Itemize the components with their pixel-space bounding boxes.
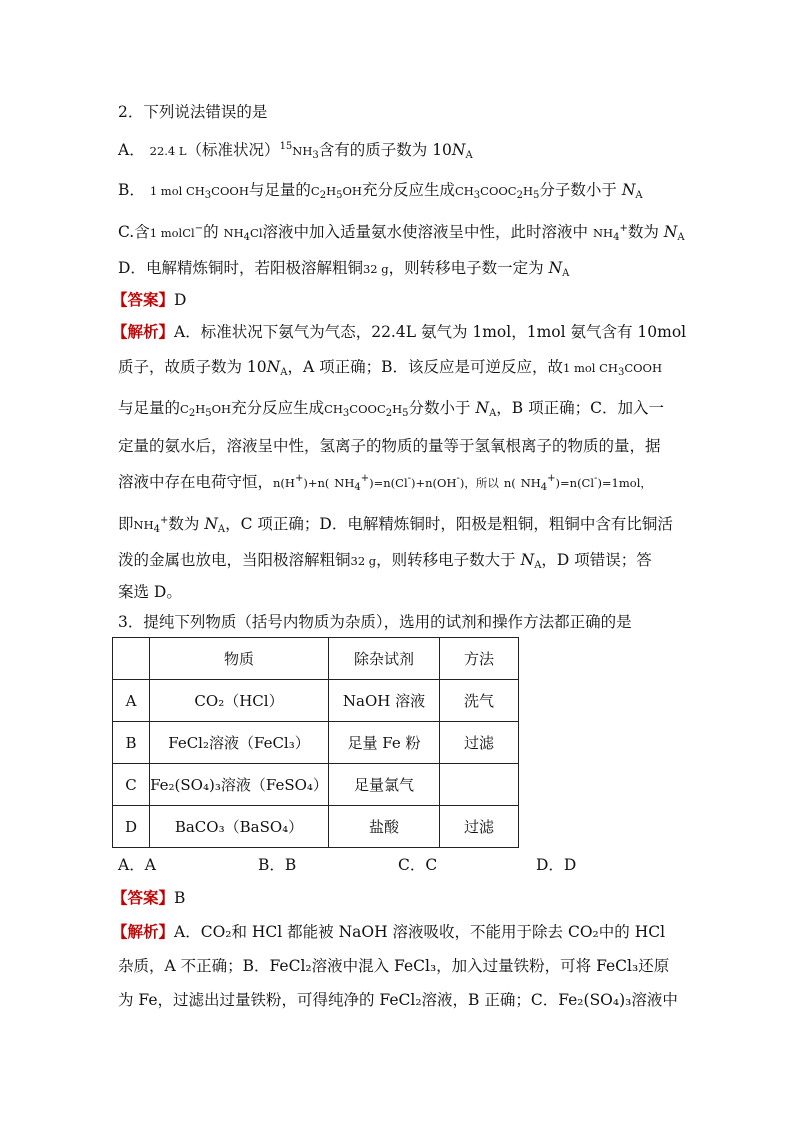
formula: 1 mol CH [149,184,205,198]
superscript: + [547,473,556,484]
avogadro-symbol: N [663,223,678,241]
analysis-text: A．CO₂和 HCl 都能被 NaOH 溶液吸收，不能用于除去 CO₂中的 HCl [174,923,666,941]
subscript: 2 [319,190,327,201]
analysis-tag: 【解析】 [112,923,175,941]
formula: COOH [624,361,662,375]
table-cell: 盐酸 [329,806,440,848]
option-label: A． [118,141,145,159]
avogadro-symbol: N [266,358,281,376]
subscript: 3 [617,367,625,378]
option-text: ，则转移电子数一定为 [388,259,544,277]
superscript: + [619,223,628,234]
table-cell: B [113,722,150,764]
superscript: − [194,223,204,234]
analysis-text: ，则转移电子数大于 [376,551,516,569]
option-text: 含有的质子数为 10 [318,141,452,159]
option-text: 含 [134,223,150,241]
table-cell [440,764,519,806]
q2-analysis-line-3 [118,398,664,419]
subscript: A [465,150,473,161]
answer-value: D [174,291,187,309]
table-cell: D [113,806,150,848]
formula: )，所以 [459,476,499,490]
formula: CH [454,184,474,198]
subscript: 4 [243,232,251,243]
table-header: 方法 [440,638,519,680]
subscript: 5 [336,190,343,201]
table-cell: 过滤 [440,806,519,848]
subscript: 3 [342,408,350,419]
superscript: - [456,473,460,484]
superscript: + [294,473,304,484]
formula: COOC [480,184,517,198]
analysis-text: 充分反应生成 [231,399,325,417]
superscript: - [594,473,598,484]
formula: )+n(OH [411,476,457,490]
q2-option-b [118,180,643,201]
table-cell: 过滤 [440,722,519,764]
table-cell: NaOH 溶液 [329,680,440,722]
subscript: 4 [540,482,548,493]
option-text: 电解精炼铜时，若阳极溶解粗铜 [145,259,363,277]
table-header: 除杂试剂 [329,638,440,680]
answer-value: B [174,889,186,907]
formula: )+n( [303,476,330,490]
subscript: A [489,408,497,419]
formula: NH [133,518,154,532]
formula: NH [223,226,244,240]
table-cell: BaCO₃（BaSO₄） [150,806,329,848]
q3-answer [112,888,185,908]
option-label: C. [118,223,135,241]
option-c: C．C [398,856,438,874]
option-text: 充分反应生成 [361,181,455,199]
q3-analysis-line-1 [112,922,665,942]
q2-analysis-line-4 [118,436,661,456]
avogadro-symbol: N [204,515,218,533]
superscript: 15 [279,141,293,152]
table-cell: C [113,764,150,806]
question-number: 3． [118,613,144,631]
formula: H [195,402,206,416]
option-text: 的 [203,223,219,241]
formula: COOC [349,402,386,416]
q2-analysis-line-6 [118,514,673,535]
formula: n( [503,476,516,490]
subscript: A [217,524,226,535]
avogadro-symbol: N [621,181,636,199]
q2-answer [112,290,186,310]
table-cell: CO₂（HCl） [150,680,329,722]
subscript: A [562,268,570,279]
analysis-text: 定量的氨水后，溶液呈中性，氢离子的物质的量等于氢氧根离子的物质的量，据 [118,437,661,455]
analysis-text: 即 [118,515,134,533]
formula: Cl [250,226,263,240]
table-row [113,764,519,806]
formula: H [392,402,403,416]
q2-analysis-line-8 [118,582,182,602]
option-text: 与足量的 [248,181,311,199]
avogadro-symbol: N [475,399,490,417]
subscript: 4 [153,524,160,535]
analysis-text: ，D 项错误；答 [541,551,652,569]
option-text: 数为 [627,223,659,241]
subscript: 2 [385,408,393,419]
formula: NH [592,226,614,240]
answer-tag: 【答案】 [112,291,175,309]
option-text: 溶液中加入适量氨水使溶液呈中性，此时溶液中 [262,223,589,241]
subscript: A [635,190,643,201]
subscript: 3 [473,190,481,201]
subscript: A [280,367,288,378]
table-row [113,680,519,722]
formula: 1 molCl [149,226,195,240]
table-header [113,638,150,680]
superscript: - [407,473,412,484]
subscript: A [677,232,685,243]
table-cell: 足量 Fe 粉 [329,722,440,764]
analysis-text: 案选 D。 [118,583,182,601]
analysis-text: 溶液中存在电荷守恒， [118,473,274,491]
q2-analysis-line-5 [118,472,652,493]
subscript: 5 [402,408,409,419]
question-number: 2． [118,103,144,121]
q2-option-a [118,140,473,161]
option-text: 22.4 L [149,144,187,158]
table-row [113,722,519,764]
subscript: 5 [533,190,540,201]
subscript: 2 [188,408,196,419]
formula: )=1mol， [597,476,652,490]
table-cell: 洗气 [440,680,519,722]
subscript: 5 [205,408,212,419]
option-label: B． [118,181,145,199]
q3-analysis-line-3: 为 Fe，过滤出过量铁粉，可得纯净的 FeCl₂溶液，B 正确；C．Fe₂(SO₄)₃溶液中 [118,991,678,1009]
analysis-text: 分数小于 [408,399,471,417]
subscript: 4 [354,482,361,493]
analysis-text: 数为 [168,515,200,533]
avogadro-symbol: N [548,259,563,277]
subscript: 3 [312,150,319,161]
analysis-text: ，C 项正确；D．电解精炼铜时，阳极是粗铜，粗铜中含有比铜活 [225,515,673,533]
q3-analysis-line-2: 杂质，A 不正确；B．FeCl₂溶液中混入 FeCl₃，加入过量铁粉，可将 FeCl₃还原 [118,957,670,975]
analysis-text: ，B 项正确；C．加入一 [496,399,664,417]
table-header: 物质 [150,638,329,680]
purification-table [112,637,519,848]
option-text: （标准状况） [186,141,280,159]
formula: C [310,184,320,198]
formula: CH [324,402,343,416]
table-cell: Fe₂(SO₄)₃溶液（FeSO₄） [150,764,329,806]
formula: )=n(Cl [555,476,595,490]
avogadro-symbol: N [520,551,535,569]
q2-analysis-line-7 [118,550,652,571]
q2-stem [118,102,267,122]
formula: n(H [273,476,295,490]
analysis-text: ，A 项正确；B．该反应是可逆反应，故 [287,358,563,376]
subscript: 2 [516,190,523,201]
formula: H [326,184,337,198]
option-d: D．D [536,856,577,874]
superscript: + [159,515,169,526]
formula: NH [292,144,313,158]
analysis-tag: 【解析】 [112,323,175,341]
formula: NH [334,476,355,490]
subscript: 3 [204,190,212,201]
formula: NH [520,476,541,490]
question-text: 提纯下列物质（括号内物质为杂质），选用的试剂和操作方法都正确的是 [143,613,632,631]
q3-stem [118,612,632,632]
option-text: 分子数小于 [539,181,617,199]
analysis-text: 泼的金属也放电，当阳极溶解粗铜 [118,551,351,569]
formula: )=n(Cl [369,476,408,490]
table-cell: A [113,680,150,722]
question-text: 下列说法错误的是 [143,103,268,121]
formula: COOH [211,184,249,198]
table-row [113,806,519,848]
q2-option-c [118,222,685,243]
q2-option-d [118,258,569,279]
analysis-text: 质子，故质子数为 10 [118,358,267,376]
formula: 32 g [362,262,389,276]
option-label: D． [118,259,146,277]
table-cell: FeCl₂溶液（FeCl₃） [150,722,329,764]
option-b: B．B [258,856,297,874]
answer-tag: 【答案】 [112,889,175,907]
formula: OH [211,402,232,416]
option-a: A．A [118,856,156,874]
table-cell: 足量氯气 [329,764,440,806]
q2-analysis-line-2 [118,357,662,378]
formula: OH [342,184,362,198]
analysis-text: 与足量的 [118,399,181,417]
avogadro-symbol: N [451,141,466,159]
formula: C [180,402,189,416]
subscript: A [534,560,542,571]
analysis-text: A．标准状况下氨气为气态，22.4L 氨气为 1mol，1mol 氨气含有 10mol [174,323,687,341]
subscript: 4 [613,232,620,243]
formula: 1 mol CH [562,361,618,375]
q2-analysis-line-1 [112,322,686,342]
formula: H [523,184,534,198]
formula: 32 g [350,554,377,568]
table-header-row [113,638,519,680]
superscript: + [360,473,370,484]
